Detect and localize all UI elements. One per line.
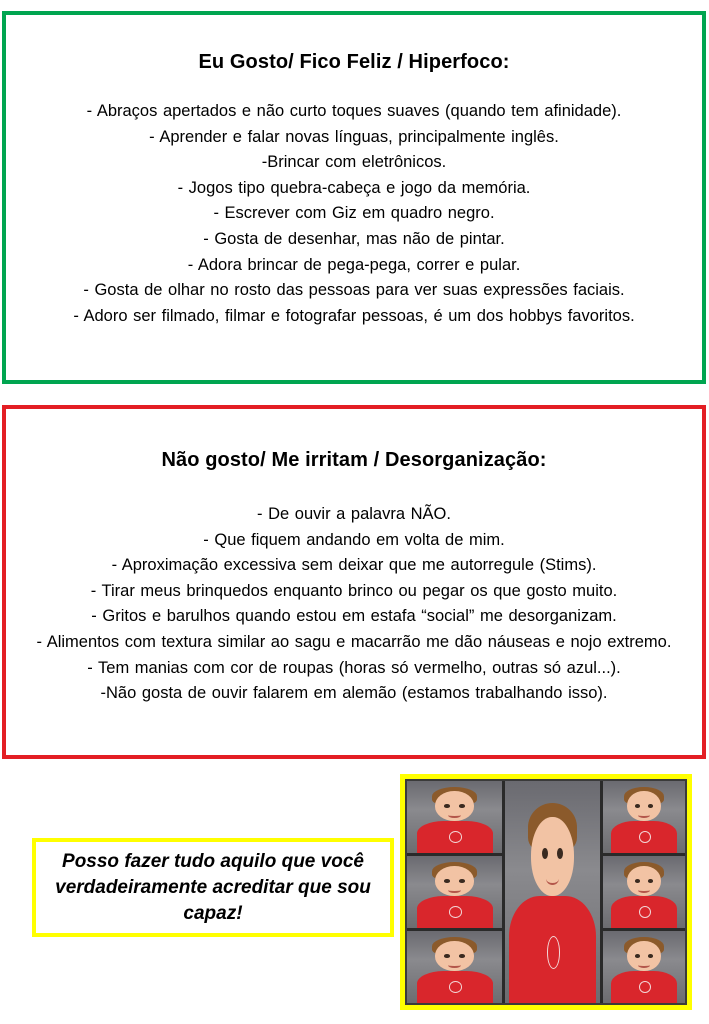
child-photo <box>603 781 685 853</box>
child-photo <box>407 856 502 928</box>
list-item: - Aproximação excessiva sem deixar que me autorregule (Stims). <box>111 556 597 575</box>
list-item: - Gritos e barulhos quando estou em estafa “social” me desorganizam. <box>91 607 617 626</box>
collage-grid <box>407 781 685 1003</box>
list-item: - Adoro ser filmado, filmar e fotografar pessoas, é um dos hobbys favoritos. <box>73 306 635 325</box>
list-item: - Alimentos com textura similar ao sagu e macarrão me dão náuseas e nojo extremo. <box>36 632 672 651</box>
list-item: - De ouvir a palavra NÃO. <box>257 505 451 523</box>
likes-section <box>2 11 706 384</box>
list-item: - Escrever com Giz em quadro negro. <box>213 204 495 223</box>
quote-text: Posso fazer tudo aquilo que você verdadeiramente acreditar que sou capaz! <box>55 850 371 924</box>
list-item: - Aprender e falar novas línguas, principalmente inglês. <box>149 127 559 146</box>
child-photo <box>603 856 685 928</box>
child-photo <box>407 931 502 1003</box>
list-item: -Brincar com eletrônicos. <box>261 153 447 172</box>
dislikes-section <box>2 405 706 759</box>
list-item: - Tem manias com cor de roupas (horas só vermelho, outras só azul...). <box>87 658 621 677</box>
dislikes-list <box>14 502 694 707</box>
list-item: - Abraços apertados e não curto toques suaves (quando tem afinidade). <box>86 102 622 120</box>
likes-title: Eu Gosto/ Fico Feliz / Hiperfoco: <box>198 51 510 73</box>
child-photo <box>603 931 685 1003</box>
list-item: - Adora brincar de pega-pega, correr e pular. <box>187 255 521 274</box>
list-item: - Gosta de desenhar, mas não de pintar. <box>203 229 505 248</box>
list-item: - Jogos tipo quebra-cabeça e jogo da memória. <box>177 178 531 197</box>
dislikes-title: Não gosto/ Me irritam / Desorganização: <box>161 449 547 471</box>
photo-collage <box>400 774 692 1010</box>
list-item: - Que fiquem andando em volta de mim. <box>203 530 505 549</box>
list-item: - Gosta de olhar no rosto das pessoas para ver suas expressões faciais. <box>83 281 625 300</box>
likes-list <box>14 99 694 329</box>
quote-box <box>32 838 394 937</box>
child-photo <box>407 781 502 853</box>
list-item: -Não gosta de ouvir falarem em alemão (estamos trabalhando isso). <box>100 684 608 703</box>
child-photo-main <box>505 781 600 1003</box>
list-item: - Tirar meus brinquedos enquanto brinco ou pegar os que gosto muito. <box>90 581 618 600</box>
